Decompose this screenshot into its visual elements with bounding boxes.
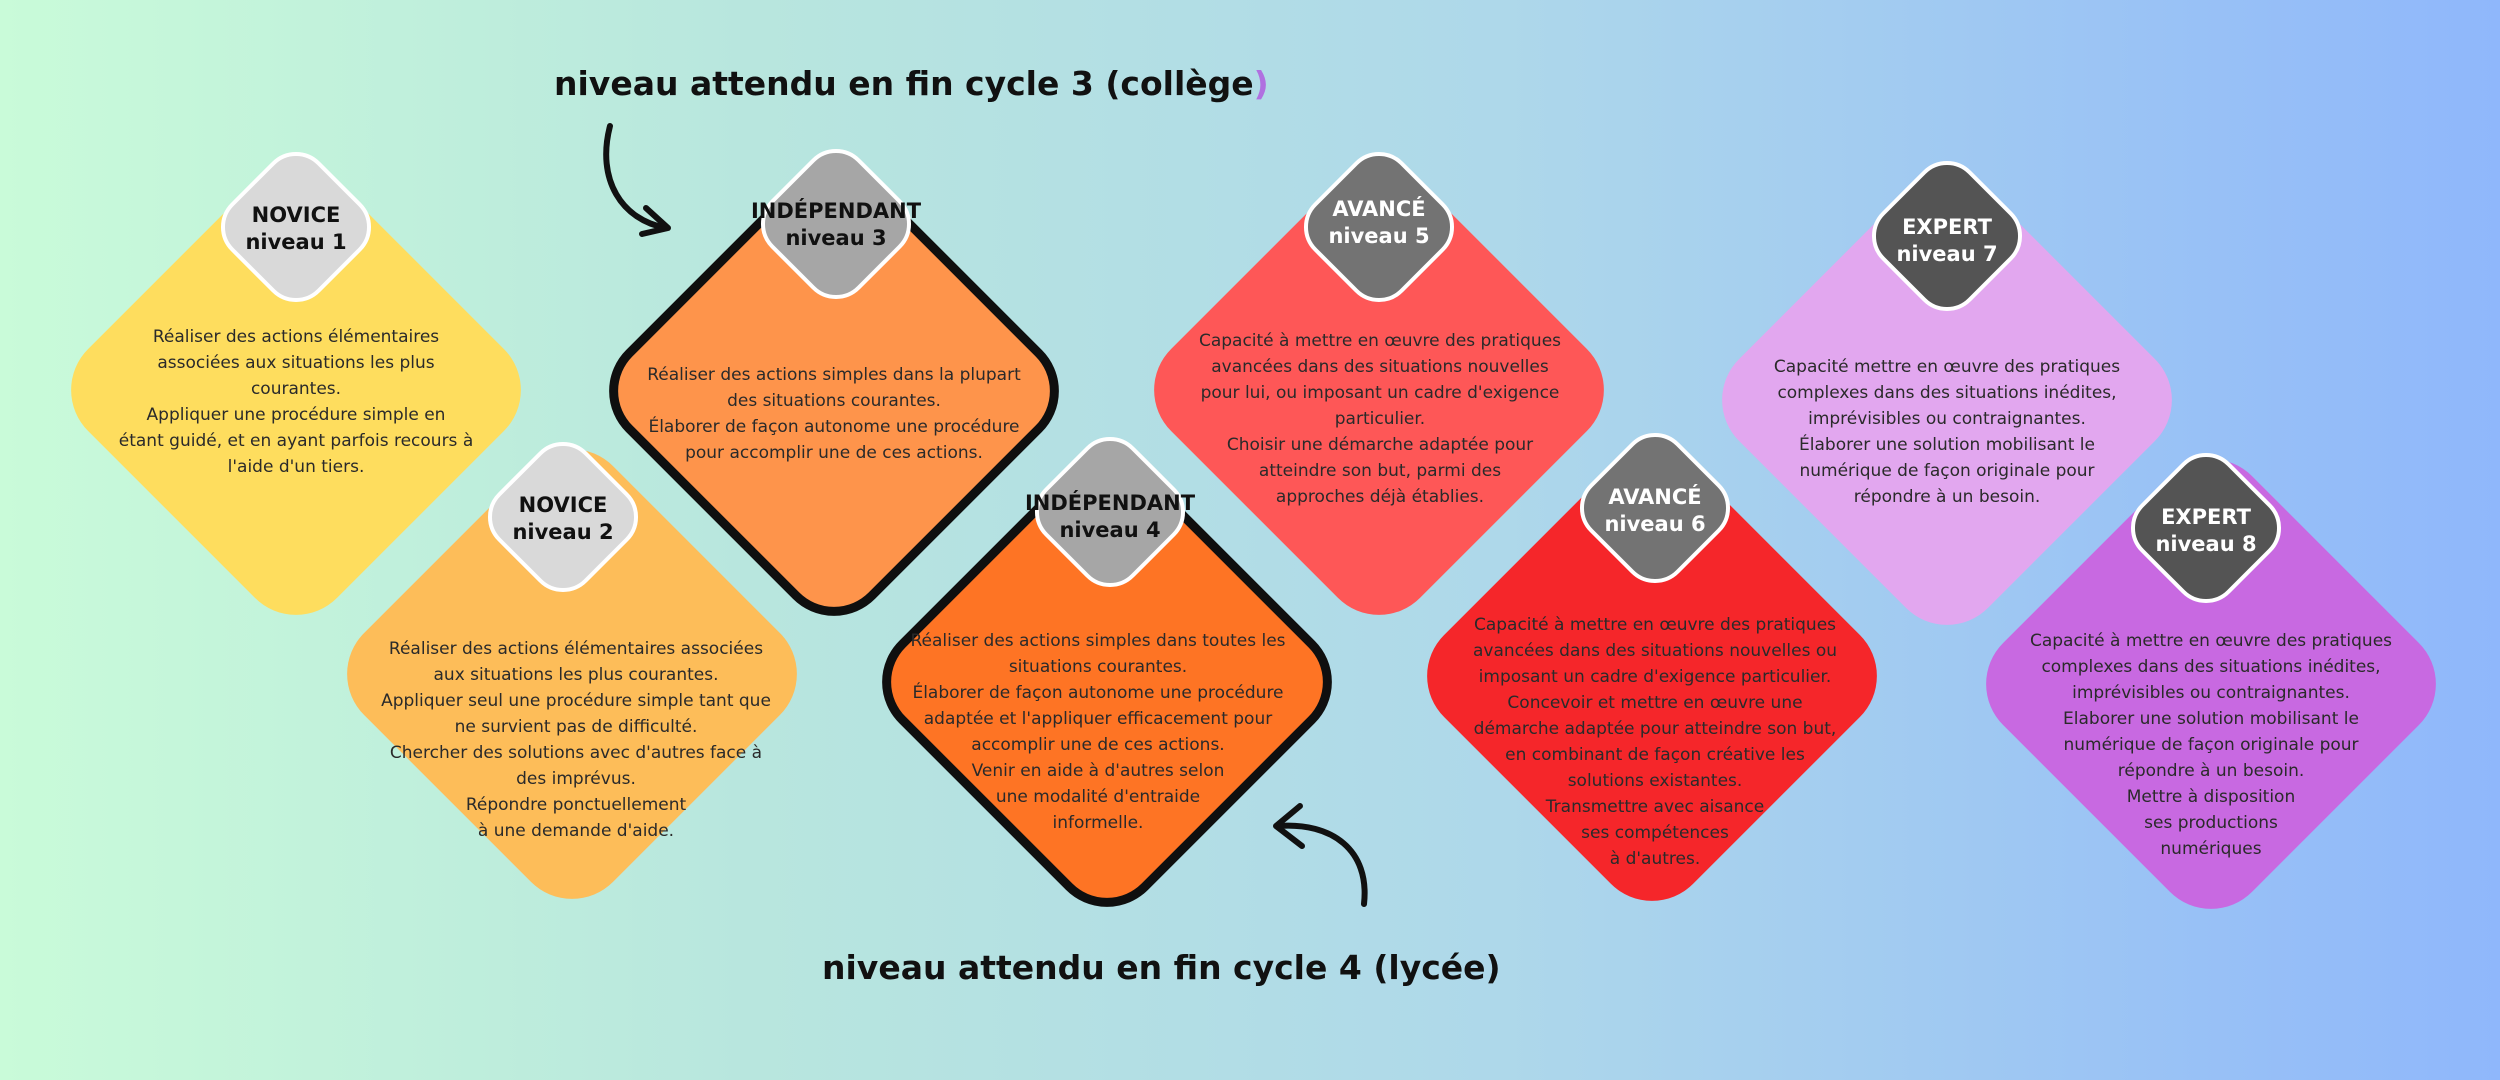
level-1-description: Réaliser des actions élémentaires associées aux situations les plus courantes. Appliquer une procédure simple en étant guidé, et en ayant parfois recours à l'aide d'un tiers. bbox=[118, 327, 474, 477]
level-8-description: Capacité à mettre en œuvre des pratiques complexes dans des situations inédites, imprévisibles ou contraignantes. Elaborer une solution mobilisant le numérique de façon originale pour répondre à un besoin. Mettre à disposition ses productions numériques bbox=[2029, 631, 2393, 859]
level-2-category: NOVICE bbox=[518, 493, 608, 517]
arrow-to-niveau-3-icon bbox=[590, 120, 680, 240]
level-5-description: Capacité à mettre en œuvre des pratiques avancées dans des situations nouvelles pour lui, ou imposant un cadre d'exigence particulier. Choisir une démarche adaptée pour atteindre son but, parmi des approches déjà établies. bbox=[1198, 331, 1562, 507]
level-2-label bbox=[468, 492, 658, 546]
level-1-label bbox=[201, 202, 391, 256]
level-3-label bbox=[741, 198, 931, 252]
level-4-category: INDÉPENDANT bbox=[1024, 491, 1196, 515]
caption-cycle-3-text: niveau attendu en fin cycle 3 (collège bbox=[554, 64, 1254, 103]
level-3-description: Réaliser des actions simples dans la plupart des situations courantes. Élaborer de façon autonome une procédure pour accomplir une de ces actions. bbox=[647, 365, 1021, 463]
level-7-category: EXPERT bbox=[1902, 215, 1992, 239]
level-2-level: niveau 2 bbox=[512, 520, 614, 544]
caption-cycle-4: niveau attendu en fin cycle 4 (lycée) bbox=[822, 948, 1501, 987]
level-3-level: niveau 3 bbox=[785, 226, 887, 250]
level-6-category: AVANCÉ bbox=[1608, 485, 1702, 509]
level-5-label bbox=[1284, 196, 1474, 250]
level-2-description: Réaliser des actions élémentaires associées aux situations les plus courantes. Appliquer seul une procédure simple tant que ne survient pas de difficulté. Chercher des solutions avec d'autres face à des imprévus. Répondre ponctuellement à une demande d'aide. bbox=[381, 639, 771, 841]
level-5-level: niveau 5 bbox=[1328, 224, 1430, 248]
level-7-label bbox=[1852, 214, 2042, 268]
level-6-description: Capacité à mettre en œuvre des pratiques avancées dans des situations nouvelles ou imposant un cadre d'exigence particulier. Concevoir et mettre en œuvre une démarche adaptée pour atteindre son but, en combinant de façon créative les solutions existantes. Transmettre avec aisance ses compétences à d'autres. bbox=[1472, 615, 1838, 869]
level-6-level: niveau 6 bbox=[1604, 512, 1706, 536]
level-3-category: INDÉPENDANT bbox=[750, 199, 922, 223]
level-8-category: EXPERT bbox=[2161, 505, 2251, 529]
level-8-label bbox=[2111, 504, 2301, 558]
level-7-description: Capacité mettre en œuvre des pratiques complexes dans des situations inédites, imprévisibles ou contraignantes. Élaborer une solution mobilisant le numérique de façon originale pour répondre à un besoin. bbox=[1773, 357, 2121, 507]
level-1-level: niveau 1 bbox=[245, 230, 347, 254]
level-4-description: Réaliser des actions simples dans toutes les situations courantes. Élaborer de façon autonome une procédure adaptée et l'appliquer efficacement pour accomplir une de ces actions. Venir en aide à d'autres selon une modalité d'entraide informelle. bbox=[910, 631, 1286, 833]
level-4-level: niveau 4 bbox=[1059, 518, 1161, 542]
level-6-label bbox=[1560, 484, 1750, 538]
level-8-level: niveau 8 bbox=[2155, 532, 2257, 556]
level-7-level: niveau 7 bbox=[1896, 242, 1998, 266]
level-5-category: AVANCÉ bbox=[1332, 197, 1426, 221]
caption-cycle-3-paren: ) bbox=[1253, 64, 1269, 103]
level-1-category: NOVICE bbox=[251, 203, 341, 227]
caption-cycle-3 bbox=[554, 64, 1269, 103]
